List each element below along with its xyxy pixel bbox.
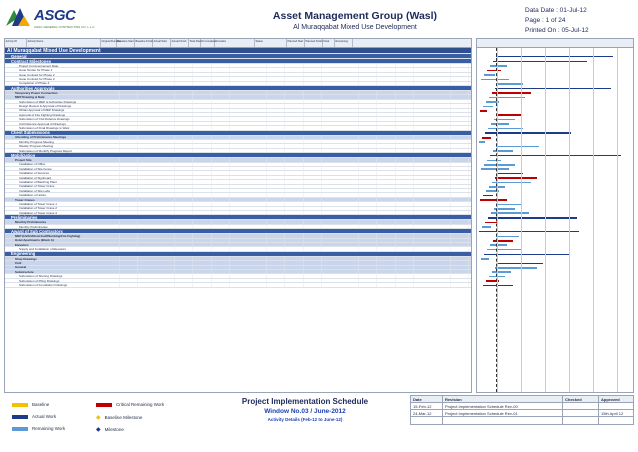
activity-fields bbox=[101, 180, 471, 183]
rev-checked bbox=[563, 403, 599, 409]
activity-fields bbox=[101, 185, 471, 188]
revision-row bbox=[411, 403, 633, 410]
activity-fields bbox=[101, 126, 471, 129]
activity-name: Award of Sub Contractors bbox=[11, 228, 63, 234]
activity-name: Authorities Approvals bbox=[11, 85, 55, 91]
gantt-bar bbox=[482, 137, 491, 139]
activity-name: Monthly Preliminaries bbox=[19, 224, 48, 229]
column-header: Original Duration bbox=[101, 39, 117, 47]
legend-baseline-milestone bbox=[96, 414, 142, 421]
activity-fields bbox=[101, 171, 471, 174]
legend bbox=[4, 398, 184, 446]
baseline-swatch bbox=[12, 403, 28, 407]
activity-fields bbox=[101, 229, 471, 233]
report-meta bbox=[525, 6, 589, 36]
activity-fields bbox=[101, 225, 471, 228]
gantt-gridline bbox=[569, 48, 570, 392]
column-header: Remaining bbox=[335, 39, 353, 47]
activity-name: Submission of Foundation Drawings bbox=[19, 282, 68, 287]
activity-fields bbox=[101, 91, 471, 94]
activity-fields bbox=[101, 198, 471, 201]
legend-milestone-label: Milestone bbox=[104, 427, 124, 432]
activity-name: Project Commencement Date bbox=[19, 63, 59, 68]
footer-title bbox=[205, 397, 405, 422]
gantt-bar bbox=[487, 70, 501, 72]
activity-fields bbox=[101, 239, 471, 242]
page-subtitle: Al Muraqqabat Mixed Use Development bbox=[293, 24, 417, 31]
column-header: Status bbox=[255, 39, 287, 47]
gantt-bar bbox=[484, 164, 515, 166]
activity-name: Installation of Tower Crane 1 bbox=[19, 201, 57, 206]
revision-header bbox=[411, 396, 633, 403]
gantt-bar bbox=[492, 182, 531, 184]
gantt-bar bbox=[496, 56, 613, 58]
activity-name: General bbox=[11, 53, 27, 59]
activity-fields bbox=[101, 149, 471, 152]
activity-name: Installation of Batching Plant bbox=[19, 179, 57, 184]
column-header: Baseline Start bbox=[117, 39, 135, 47]
gantt-bar bbox=[497, 114, 521, 116]
activity-fields bbox=[101, 158, 471, 161]
activity-fields bbox=[101, 266, 471, 269]
activity-name: Supply and Installation of Elevators bbox=[19, 247, 66, 252]
activity-name: Completion of Phase 4 bbox=[19, 81, 50, 86]
column-header: Remarks bbox=[215, 39, 255, 47]
activity-fields bbox=[101, 48, 471, 53]
gantt-gridline bbox=[617, 48, 618, 392]
activity-name: Design Review & Approval of Drawings bbox=[19, 103, 72, 108]
gantt-bar bbox=[485, 132, 571, 134]
baseline-milestone-icon: ◆ bbox=[96, 415, 101, 421]
rev-date: 24-Mar-12 bbox=[411, 410, 443, 416]
activity-fields bbox=[101, 113, 471, 116]
rev-description: Project Implementation Schedule Rev-00 bbox=[443, 403, 563, 409]
activity-fields bbox=[101, 136, 471, 139]
gantt-bar bbox=[493, 61, 587, 63]
activity-name: Substructure bbox=[15, 269, 34, 274]
gantt-bar bbox=[483, 195, 493, 197]
activity-name: Preliminaries bbox=[11, 214, 38, 220]
column-header: Planned Start bbox=[287, 39, 305, 47]
gantt-bar bbox=[489, 97, 525, 99]
activity-fields bbox=[101, 109, 471, 112]
activity-name: Submission of Civil Defence Drawings bbox=[19, 117, 70, 122]
column-header: % Complete bbox=[201, 39, 215, 47]
remaining-swatch bbox=[12, 427, 28, 431]
activity-fields bbox=[101, 220, 471, 223]
gantt-bar bbox=[488, 128, 523, 130]
activity-name: Installation of Office bbox=[19, 162, 46, 167]
activity-name: Mobilization bbox=[11, 152, 36, 158]
activity-name: Hotel Apartments (Block A) bbox=[15, 238, 54, 243]
activity-name: Issue Contract for Phase 2 bbox=[19, 72, 55, 77]
logo-text: ASGC bbox=[34, 7, 76, 24]
page-title: Asset Management Group (Wasl) bbox=[272, 10, 438, 22]
data-date-line bbox=[496, 48, 497, 392]
activity-fields bbox=[101, 167, 471, 170]
gantt-bar bbox=[498, 83, 523, 85]
activity-name: Monthly Progress Meeting bbox=[19, 139, 54, 144]
gantt-bar bbox=[488, 217, 577, 219]
column-header: Activity Name bbox=[27, 39, 101, 47]
gantt-bar bbox=[496, 146, 539, 148]
activity-name: Monthly Preliminaries bbox=[15, 220, 47, 225]
activity-name: Engineering bbox=[11, 251, 36, 257]
activity-fields bbox=[101, 193, 471, 196]
activity-name: Installation of Services bbox=[19, 171, 50, 176]
activity-name: Submission of MEP & Authorities Drawings bbox=[19, 99, 77, 104]
gantt-gridline bbox=[593, 48, 594, 392]
revision-table bbox=[410, 395, 634, 425]
activity-fields bbox=[101, 64, 471, 67]
activity-name: Tower Cranes bbox=[15, 197, 35, 202]
activity-fields bbox=[101, 234, 471, 237]
column-header: Planned Finish bbox=[305, 39, 323, 47]
rev-checked bbox=[563, 410, 599, 416]
activity-fields bbox=[101, 82, 471, 85]
legend-baseline bbox=[12, 402, 49, 407]
activity-name: Project Site bbox=[15, 157, 32, 162]
activity-fields bbox=[101, 54, 471, 58]
activity-name: Installation of Tower Crane 3 bbox=[19, 210, 57, 215]
activity-name: Installation of Tower Crane 2 bbox=[19, 206, 57, 211]
gantt-bar bbox=[496, 236, 519, 238]
activity-name: Installation of Tower Crane bbox=[19, 184, 55, 189]
activity-fields bbox=[101, 163, 471, 166]
gantt-bar bbox=[491, 123, 509, 125]
page-number: Page : 1 of 24 bbox=[525, 17, 566, 24]
activity-fields bbox=[101, 215, 471, 219]
activity-name: Submission of Final Drawings to Wasl bbox=[19, 125, 70, 130]
activity-fields bbox=[101, 86, 471, 90]
gantt-gridline bbox=[497, 48, 498, 392]
gantt-bar bbox=[497, 204, 521, 206]
activity-name: Issue Contract for Phase 3 bbox=[19, 76, 55, 81]
activity-fields bbox=[101, 117, 471, 120]
footer-line-1: Project Implementation Schedule bbox=[241, 397, 369, 406]
activity-name: Client Submissions bbox=[11, 130, 50, 136]
data-date: Data Date : 01-Jul-12 bbox=[525, 7, 587, 14]
activity-fields bbox=[101, 153, 471, 157]
activity-fields bbox=[101, 261, 471, 264]
gantt-bar bbox=[479, 141, 485, 143]
gantt-chart bbox=[476, 38, 634, 393]
column-header: Actual Start bbox=[153, 39, 171, 47]
activity-fields bbox=[101, 77, 471, 80]
legend-critical-label: Critical Remaining Work bbox=[116, 402, 165, 407]
logo-subtitle: ASGC GENERAL CONTRACTING CO. L.L.C bbox=[34, 25, 95, 29]
gantt-bar bbox=[490, 155, 621, 157]
rev-empty-cell bbox=[411, 417, 443, 424]
activity-fields bbox=[101, 100, 471, 103]
gantt-bar bbox=[487, 160, 501, 162]
gantt-bar bbox=[495, 177, 537, 179]
activity-fields bbox=[101, 104, 471, 107]
gantt-bar bbox=[492, 92, 531, 94]
rev-approved bbox=[599, 403, 633, 409]
activity-fields bbox=[101, 189, 471, 192]
rev-empty-cell bbox=[599, 417, 633, 424]
gantt-bar bbox=[490, 65, 507, 67]
column-header: Actual Finish bbox=[171, 39, 189, 47]
activity-fields bbox=[101, 207, 471, 210]
activity-fields bbox=[101, 68, 471, 71]
gantt-bar bbox=[484, 74, 495, 76]
activity-name: General bbox=[15, 265, 27, 270]
rev-date: 15-Feb-12 bbox=[411, 403, 443, 409]
rev-description: Project Implementation Schedule Rev-01 bbox=[443, 410, 563, 416]
rev-header-date: Date bbox=[411, 396, 443, 402]
activity-table bbox=[4, 38, 472, 393]
revision-row bbox=[411, 410, 633, 417]
activity-fields bbox=[101, 270, 471, 273]
gantt-bar bbox=[479, 231, 579, 233]
rev-header-approved: Approved bbox=[601, 396, 620, 402]
activity-fields bbox=[101, 59, 471, 63]
legend-remaining bbox=[12, 426, 65, 431]
activity-fields bbox=[101, 144, 471, 147]
activity-name: Installation of Site Fence bbox=[19, 166, 52, 171]
column-header: Baseline Finish bbox=[135, 39, 153, 47]
activity-fields bbox=[101, 176, 471, 179]
activity-name: Installation of Hoists bbox=[19, 193, 46, 198]
activity-name: Submission of Shoring Drawings bbox=[19, 274, 63, 279]
company-logo bbox=[4, 6, 99, 36]
milestone-icon: ◆ bbox=[96, 427, 101, 433]
activity-name: Approval of Fire Fighting Drawings bbox=[19, 112, 66, 117]
gantt-bar bbox=[481, 79, 509, 81]
gantt-bar bbox=[490, 244, 507, 246]
activity-name: Submission of Piling Drawings bbox=[19, 278, 60, 283]
gantt-gridline bbox=[545, 48, 546, 392]
gantt-timescale-header bbox=[477, 39, 633, 48]
legend-actual-label: Actual Work bbox=[32, 414, 57, 419]
activity-name: Installation of Signboard bbox=[19, 175, 52, 180]
logo-mark-icon bbox=[4, 6, 32, 28]
activity-name: MEP Drawing & Data bbox=[15, 95, 45, 100]
legend-milestone bbox=[96, 426, 124, 433]
footer-line-3: Activity Details (Feb-12 to June-12) bbox=[267, 417, 343, 422]
activity-name: Temporary Power Connection bbox=[15, 90, 58, 95]
activity-fields bbox=[101, 252, 471, 256]
rev-header-checked: Checked bbox=[563, 396, 599, 402]
gantt-bar bbox=[495, 88, 611, 90]
activity-name: Submission of Monthly Progress Report bbox=[19, 148, 72, 153]
activity-fields bbox=[101, 122, 471, 125]
gantt-bar bbox=[492, 271, 511, 273]
rev-approved: 15th April 12 bbox=[601, 410, 624, 416]
gantt-bar bbox=[480, 110, 487, 112]
gantt-bar bbox=[480, 199, 507, 201]
gantt-bar bbox=[481, 258, 489, 260]
rev-header-revision: Revision bbox=[443, 396, 563, 402]
gantt-gridline bbox=[521, 48, 522, 392]
legend-remaining-label: Remaining Work bbox=[32, 426, 66, 431]
gantt-bar bbox=[495, 267, 537, 269]
legend-baseline-label: Baseline bbox=[32, 402, 50, 407]
activity-fields bbox=[101, 274, 471, 277]
printed-date: Printed On : 05-Jul-12 bbox=[525, 27, 589, 34]
activity-name: MEP (HVAC/Electrical/Plumbing/Fire Fighting) bbox=[15, 233, 81, 238]
activity-fields bbox=[101, 73, 471, 76]
activity-fields bbox=[101, 202, 471, 205]
activity-name: Civil bbox=[15, 260, 22, 265]
activity-fields bbox=[101, 95, 471, 98]
gantt-bar bbox=[483, 106, 493, 108]
revision-row-empty bbox=[411, 417, 633, 424]
activity-name: Al Muraqqabat Mixed Use Development bbox=[7, 47, 101, 54]
activity-row[interactable] bbox=[5, 283, 471, 287]
activity-name: Installation of Site Labs bbox=[19, 188, 51, 193]
activity-fields bbox=[101, 211, 471, 214]
legend-baseline-milestone-label: Baseline Milestone bbox=[104, 415, 143, 420]
activity-fields bbox=[101, 131, 471, 135]
activity-name: Weekly Progress Meeting bbox=[19, 144, 54, 149]
activity-fields bbox=[101, 283, 471, 286]
column-header: Activity ID bbox=[5, 39, 27, 47]
activity-name: Elevators bbox=[15, 242, 29, 247]
activity-name: Issue Tender for Phase 1 bbox=[19, 68, 53, 73]
activity-fields bbox=[101, 247, 471, 250]
activity-name: Contract Milestones bbox=[11, 58, 52, 64]
gantt-bar bbox=[498, 173, 523, 175]
activity-fields bbox=[101, 279, 471, 282]
column-header: Total Float bbox=[189, 39, 201, 47]
activity-name: Shop Drawings bbox=[15, 256, 37, 261]
gantt-bar bbox=[481, 168, 509, 170]
gantt-bar bbox=[487, 249, 521, 251]
footer-line-2: Window No.03 / June-2012 bbox=[264, 408, 346, 415]
critical-swatch bbox=[96, 403, 112, 407]
activity-name: Attending of Preliminaries Meetings bbox=[15, 135, 67, 140]
activity-fields bbox=[101, 257, 471, 260]
legend-actual bbox=[12, 414, 56, 419]
rev-empty-cell bbox=[563, 417, 599, 424]
column-header: Float bbox=[323, 39, 335, 47]
gantt-bar bbox=[483, 285, 513, 287]
activity-name: Civil Defence Approval of Drawings bbox=[19, 121, 66, 126]
activity-fields bbox=[101, 140, 471, 143]
actual-swatch bbox=[12, 415, 28, 419]
gantt-bar bbox=[482, 226, 491, 228]
activity-name: Obtain Approval of MEP Drawings bbox=[19, 108, 65, 113]
rev-empty-cell bbox=[443, 417, 563, 424]
legend-critical bbox=[96, 402, 164, 407]
activity-fields bbox=[101, 243, 471, 246]
